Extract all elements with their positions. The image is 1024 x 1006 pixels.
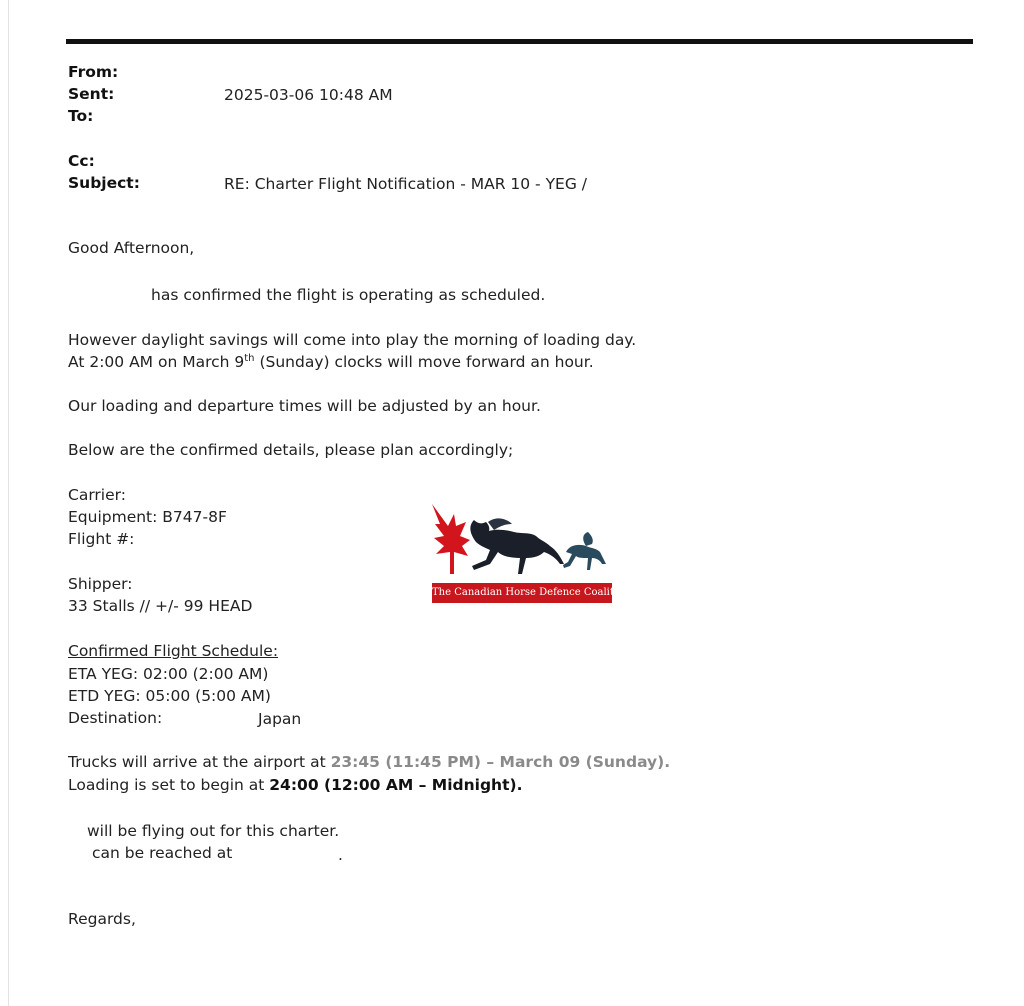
loading-time: 24:00 (12:00 AM – Midnight). <box>269 776 523 794</box>
equipment-line: Equipment: B747-8F <box>68 508 227 526</box>
reached-period: . <box>338 846 343 864</box>
greeting: Good Afternoon, <box>68 239 195 257</box>
destination-label: Destination: <box>68 709 163 727</box>
sent-value: 2025-03-06 10:48 AM <box>224 86 393 104</box>
reached-line: can be reached at <box>92 844 233 862</box>
dst-line-2-superscript: th <box>244 353 255 364</box>
below-line: Below are the confirmed details, please plan accordingly; <box>68 441 514 459</box>
flying-line: will be flying out for this charter. <box>87 822 340 840</box>
loading-text: Loading is set to begin at <box>68 776 270 794</box>
dst-line-2-start: At 2:00 AM on March 9 <box>68 353 245 371</box>
flight-line: Flight #: <box>68 530 135 548</box>
cc-label: Cc: <box>68 152 95 170</box>
dst-line-2 <box>68 352 594 372</box>
to-label: To: <box>68 107 94 125</box>
adjust-line: Our loading and departure times will be adjusted by an hour. <box>68 397 541 415</box>
horse-defence-logo <box>430 502 630 603</box>
subject-label: Subject: <box>68 174 140 192</box>
from-label: From: <box>68 63 119 81</box>
confirmed-line: has confirmed the flight is operating as scheduled. <box>151 286 546 304</box>
dst-line-1: However daylight savings will come into play the morning of loading day. <box>68 331 637 349</box>
logo-banner: The Canadian Horse Defence Coalition <box>432 583 612 603</box>
trucks-time: 23:45 (11:45 PM) – March 09 (Sunday). <box>330 753 671 771</box>
eta-line: ETA YEG: 02:00 (2:00 AM) <box>68 665 269 683</box>
loading-line <box>68 775 522 795</box>
schedule-heading: Confirmed Flight Schedule: <box>68 642 279 660</box>
page-edge <box>8 0 9 1006</box>
foal-icon <box>563 532 606 570</box>
trucks-line <box>68 752 670 772</box>
logo-graphic <box>430 502 612 584</box>
destination-value: Japan <box>258 710 302 728</box>
shipper-line: Shipper: <box>68 575 133 593</box>
carrier-line: Carrier: <box>68 486 126 504</box>
trucks-text: Trucks will arrive at the airport at <box>68 753 331 771</box>
sent-label: Sent: <box>68 85 115 103</box>
dst-line-2-end: (Sunday) clocks will move forward an hour. <box>254 353 594 371</box>
stalls-line: 33 Stalls // +/- 99 HEAD <box>68 597 253 615</box>
horse-icon <box>470 518 564 574</box>
regards-line: Regards, <box>68 910 136 928</box>
maple-leaf-icon <box>432 504 470 574</box>
header-rule <box>66 39 973 44</box>
etd-line: ETD YEG: 05:00 (5:00 AM) <box>68 687 271 705</box>
subject-value: RE: Charter Flight Notification - MAR 10 - YEG / <box>224 175 587 193</box>
